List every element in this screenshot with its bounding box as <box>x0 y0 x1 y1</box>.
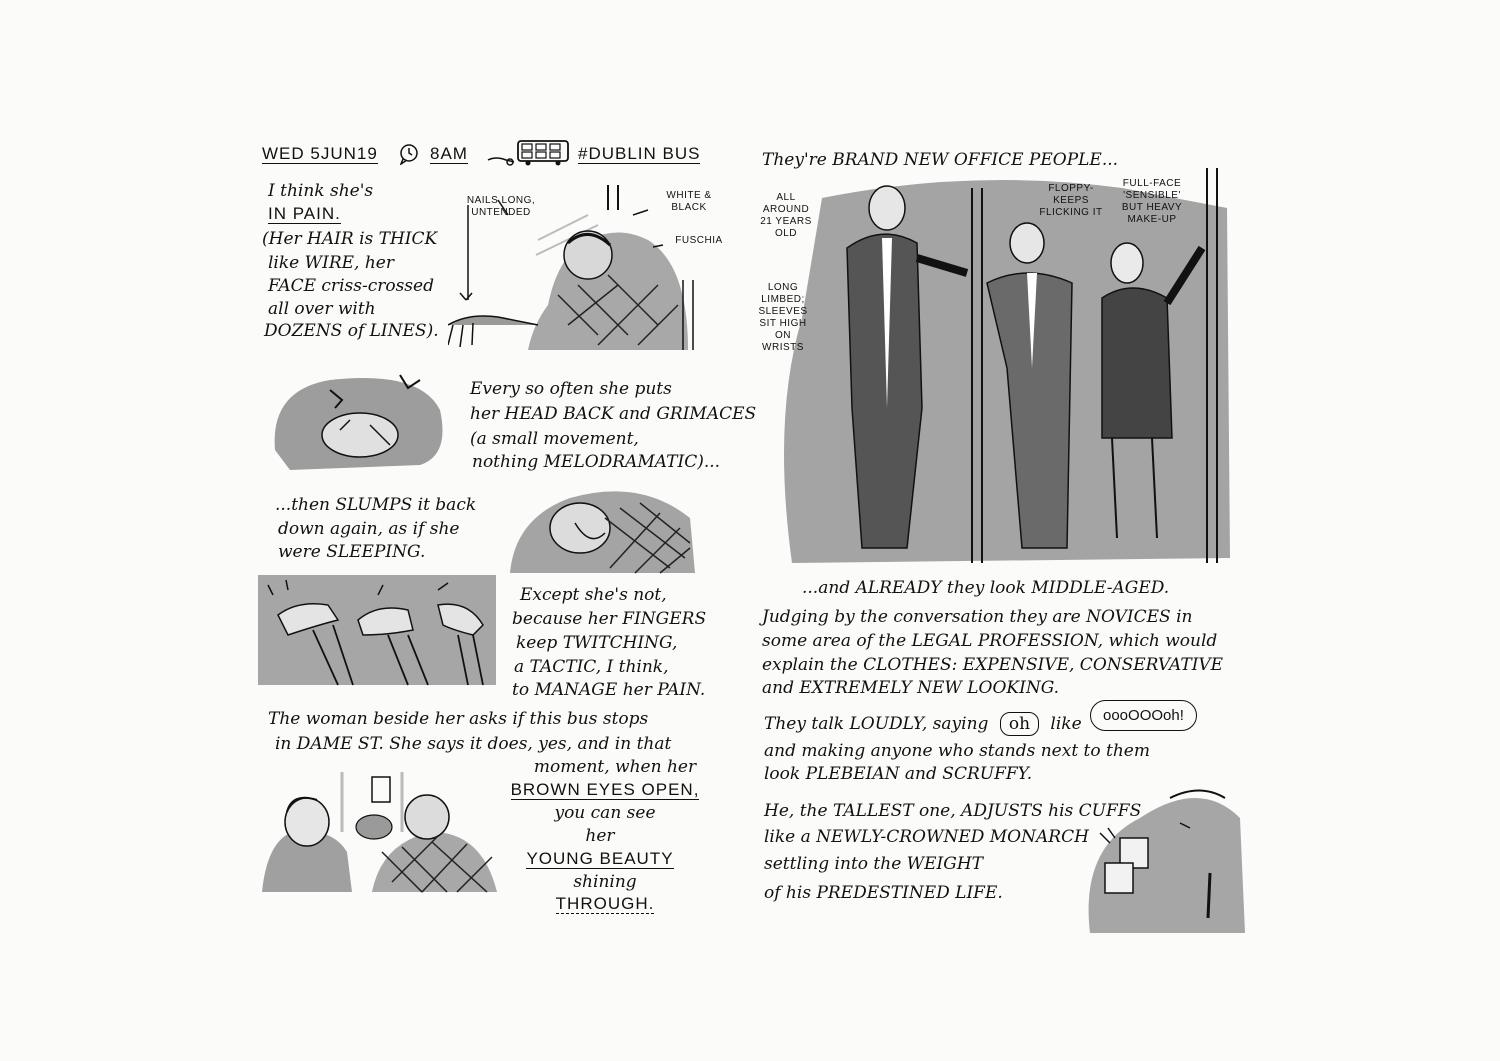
text-line: to MANAGE her PAIN. <box>512 680 706 700</box>
text-line: and EXTREMELY NEW LOOKING. <box>762 678 1060 698</box>
text-line: settling into the WEIGHT <box>764 854 983 874</box>
text-line: a TACTIC, I think, <box>514 657 669 677</box>
label-limbed: LONG LIMBED; SLEEVES SIT HIGH ON WRISTS <box>758 282 808 353</box>
label-makeup: FULL-FACE 'SENSIBLE' BUT HEAVY MAKE-UP <box>1121 178 1183 225</box>
text-fragment: They talk LOUDLY, saying <box>764 714 989 734</box>
text-line: her <box>585 826 615 846</box>
text-line: THROUGH. <box>555 894 655 913</box>
text-line: Every so often she puts <box>470 379 672 399</box>
text-line: IN PAIN. <box>268 204 341 223</box>
text-line: of his PREDESTINED LIFE. <box>764 883 1003 903</box>
text-line <box>764 712 1082 736</box>
text-line: in DAME ST. She says it does, yes, and in that <box>275 734 672 754</box>
text-line: her HEAD BACK and GRIMACES <box>470 404 757 424</box>
text-line: explain the CLOTHES: EXPENSIVE, CONSERVATIVE <box>762 655 1224 675</box>
text-line: down again, as if she <box>278 519 460 539</box>
bus-tag: #DUBLIN BUS <box>578 144 701 163</box>
speech-clock-icon <box>398 143 422 165</box>
speech-cloud-ooh: oooOOOoh! <box>1090 700 1197 731</box>
label-floppy: FLOPPY- KEEPS FLICKING IT <box>1039 183 1103 218</box>
text-line: and making anyone who stands next to them <box>764 741 1150 761</box>
label-nails: NAILS LONG, UNTENDED <box>466 195 536 218</box>
speech-bubble-oh: oh <box>1000 712 1039 736</box>
text-line: moment, when her <box>533 757 697 777</box>
text-line: The woman beside her asks if this bus stops <box>268 709 649 729</box>
text-line: ...then SLUMPS it back <box>275 495 477 515</box>
label-fuschia: FUSCHIA <box>675 235 723 246</box>
label-age: ALL AROUND 21 YEARS OLD <box>760 192 812 239</box>
time-label: 8AM <box>430 144 468 163</box>
text-line: FACE criss-crossed <box>268 276 434 296</box>
cuffs-sketch-panel <box>1080 778 1250 938</box>
text-line: keep TWITCHING, <box>516 633 678 653</box>
right-header: They're BRAND NEW OFFICE PEOPLE... <box>762 150 1119 170</box>
text-fragment: like <box>1050 714 1082 734</box>
text-line: you can see <box>554 803 656 823</box>
text-line: were SLEEPING. <box>278 542 426 562</box>
text-line: nothing MELODRAMATIC)... <box>472 452 721 472</box>
text-line: Except she's not, <box>520 585 667 605</box>
text-line: like WIRE, her <box>268 253 394 273</box>
caption-middle-aged: ...and ALREADY they look MIDDLE-AGED. <box>802 578 1170 598</box>
text-line: (Her HAIR is THICK <box>262 229 438 249</box>
text-line: He, the TALLEST one, ADJUSTS his CUFFS <box>764 801 1142 821</box>
fingers-sketch-panel <box>258 575 498 690</box>
text-line: look PLEBEIAN and SCRUFFY. <box>764 764 1033 784</box>
label-white-black: WHITE & BLACK <box>666 190 712 213</box>
slumped-sketch-panel <box>510 478 700 578</box>
text-line: like a NEWLY-CROWNED MONARCH <box>764 827 1089 847</box>
text-line: DOZENS of LINES). <box>264 321 439 341</box>
head-back-sketch-panel <box>270 370 450 475</box>
text-line: (a small movement, <box>470 429 639 449</box>
text-line: some area of the LEGAL PROFESSION, which would <box>762 631 1218 651</box>
text-line: because her FINGERS <box>512 609 707 629</box>
text-line: Judging by the conversation they are NOVICES in <box>762 607 1193 627</box>
text-line: BROWN EYES OPEN, <box>510 780 700 799</box>
two-women-sketch-panel <box>262 772 504 894</box>
right-page <box>750 0 1500 1061</box>
text-line: shining <box>573 872 637 892</box>
bus-icon <box>486 138 572 168</box>
date-label: WED 5JUN19 <box>262 144 378 163</box>
text-line: YOUNG BEAUTY <box>526 849 674 868</box>
office-people-sketch-panel <box>772 168 1232 566</box>
text-line: all over with <box>268 299 376 319</box>
text-line: I think she's <box>268 181 374 201</box>
